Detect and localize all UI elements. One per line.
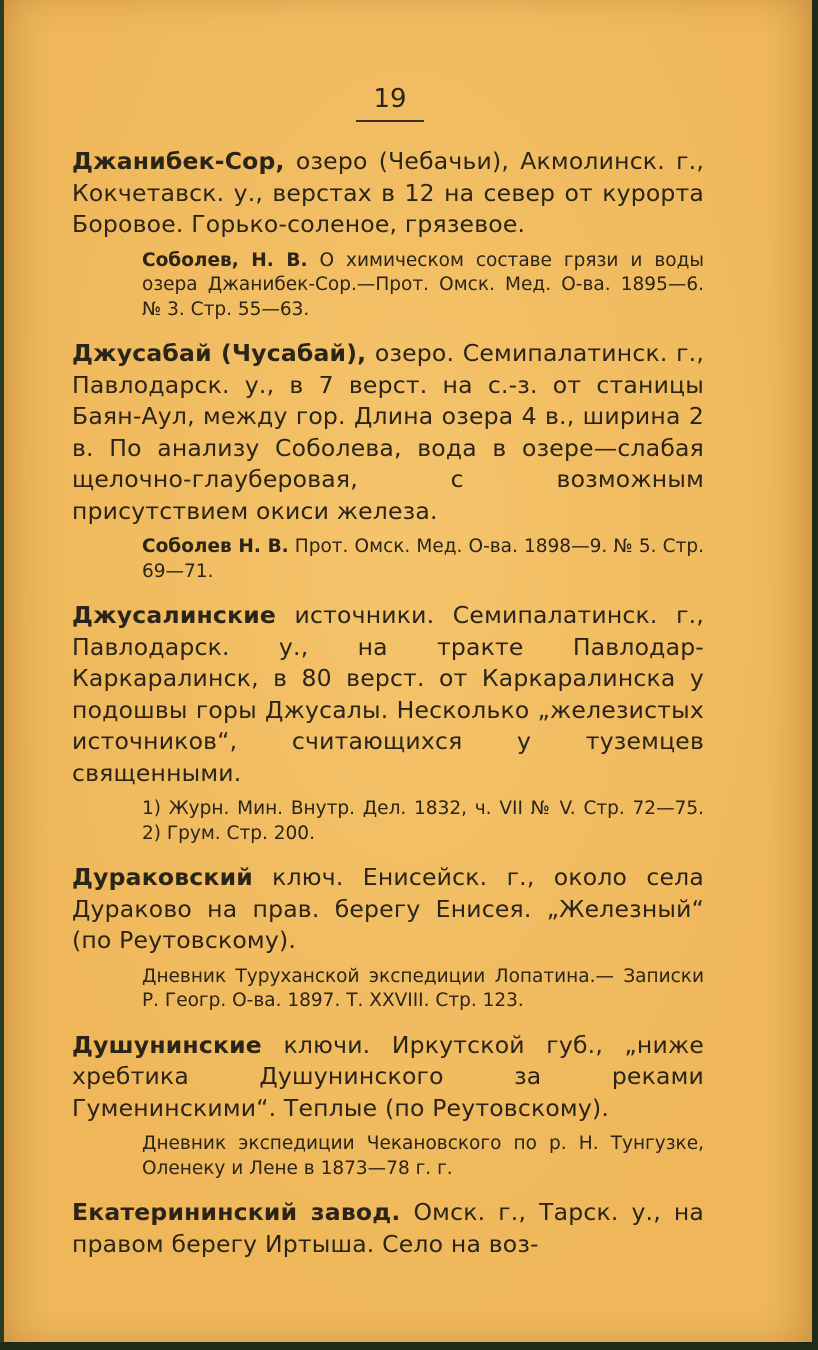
reference-author: Соболев, Н. В. bbox=[142, 249, 308, 271]
entry-dzhusalinskie bbox=[72, 600, 704, 846]
entry-body: озеро (Чебачьи), Акмолинск. г., Кокчетавск. у., верстах в 12 на север от курорта Боровое. Горько-соленое, грязевое. bbox=[72, 147, 704, 238]
entry-reference bbox=[142, 535, 704, 584]
entry-main-text bbox=[72, 1030, 704, 1125]
entry-main-text bbox=[72, 1197, 704, 1260]
entry-main-text bbox=[72, 862, 704, 957]
entry-main-text bbox=[72, 600, 704, 789]
entry-dzhanibek-sor bbox=[72, 146, 704, 322]
page-content bbox=[72, 146, 704, 1276]
entry-ekaterininsky bbox=[72, 1197, 704, 1260]
entry-body: ключи. Иркутской губ., „ниже хребтика Душунинского за реками Гуменинскими“. Теплые (по Реутовскому). bbox=[72, 1030, 704, 1122]
entry-reference bbox=[142, 965, 704, 1014]
page-number-rule bbox=[356, 120, 424, 122]
page-number: 19 bbox=[373, 84, 407, 114]
entry-term: Джусалинские bbox=[72, 601, 277, 629]
entry-term: Екатерининский завод. bbox=[72, 1198, 401, 1226]
entry-body: ключ. Енисейск. г., около села Дураково на прав. берегу Енисея. „Железный“ (по Реутовскому). bbox=[72, 863, 704, 954]
reference-text: 1) Журн. Мин. Внутр. Дел. 1832, ч. VII № V. Стр. 72—75. 2) Грум. Стр. 200. bbox=[142, 798, 704, 844]
entry-dzhusabai bbox=[72, 338, 704, 584]
reference-author: Соболев Н. В. bbox=[142, 536, 289, 557]
entry-main-text bbox=[72, 146, 704, 241]
entry-reference bbox=[142, 249, 704, 323]
entry-body: источники. Семипалатинск. г., Павлодарск. у., на тракте Павлодар-Каркаралинск, в 80 верст. от Каркаралинска у подошвы горы Джусалы. Несколько „железистых источников“, считающихся у туземцев священными. bbox=[72, 601, 704, 787]
entry-reference bbox=[142, 797, 704, 846]
reference-text: Прот. Омск. Мед. О-ва. 1898—9. № 5. Стр. 69—71. bbox=[142, 536, 704, 582]
entry-reference bbox=[142, 1132, 704, 1181]
entry-body: озеро. Семипалатинск. г., Павлодарск. у., в 7 верст. на с.-з. от станицы Баян-Аул, между гор. Длина озера 4 в., ширина 2 в. По анализу Соболева, вода в озере—слабая щелочно-глауберовая, с возможным присутствием окиси железа. bbox=[72, 339, 704, 525]
entry-dushuninskie bbox=[72, 1030, 704, 1182]
entry-term: Дураковский bbox=[72, 863, 253, 891]
entry-main-text bbox=[72, 338, 704, 527]
reference-text: О химическом составе грязи и воды озера Джанибек-Сор.—Прот. Омск. Мед. О-ва. 1895—6. № 3. Стр. 55—63. bbox=[142, 249, 704, 320]
entry-term: Джусабай (Чусабай), bbox=[72, 339, 367, 367]
scan-edge-bottom bbox=[0, 1342, 818, 1350]
reference-text: Дневник Туруханской экспедиции Лопатина.— Записки Р. Геогр. О-ва. 1897. Т. XXVIII. Стр. 123. bbox=[142, 965, 704, 1011]
entry-term: Джанибек-Сор, bbox=[72, 147, 285, 175]
scan-edge-right bbox=[812, 0, 818, 1350]
entry-term: Душунинские bbox=[72, 1030, 262, 1059]
entry-durakovsky bbox=[72, 862, 704, 1014]
entry-body: Омск. г., Тарск. у., на правом берегу Иртыша. Село на воз- bbox=[72, 1198, 704, 1258]
reference-text: Дневник экспедиции Чекановского по р. Н. Тунгузке, Оленеку и Лене в 1873—78 г. г. bbox=[142, 1133, 704, 1179]
book-page bbox=[4, 0, 812, 1342]
